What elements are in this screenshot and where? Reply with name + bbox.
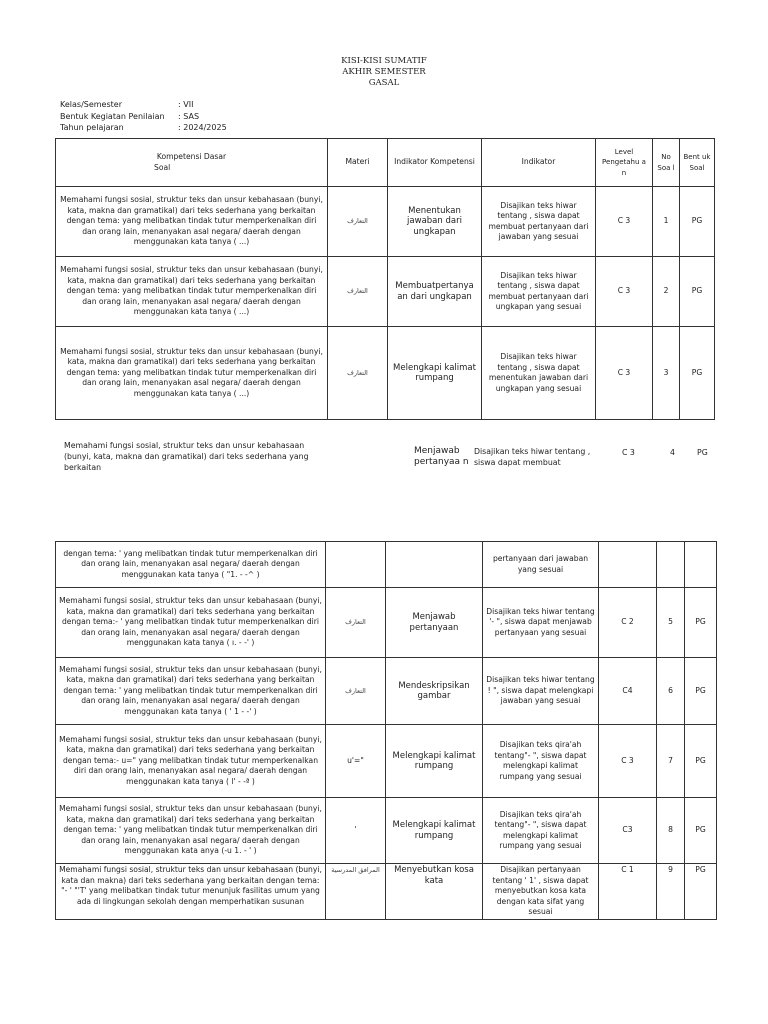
kd-cell: Memahami fungsi sosial, struktur teks dan unsur kebahasaan (bunyi, kata dan makna) dari teks sederhana yang berkaitan dengan tema: "- ' "'T' yang melibatkan tindak tutur menunjuk fasilitas umum yang ada di lingkungan sekolah dengan memperhatikan susunan	[56, 864, 326, 920]
loose-no: 4	[670, 448, 675, 457]
no-cell	[657, 542, 685, 588]
materi-cell: التعارف	[328, 327, 388, 420]
table-row	[56, 798, 717, 864]
header-bentuk: Bent uk Soal	[680, 139, 715, 187]
meta-value: : 2024/2025	[178, 123, 227, 132]
no-cell: 3	[653, 327, 680, 420]
indikator-cell: Disajikan teks hiwar tentang , siswa dapat menentukan jawaban dari ungkapan yang sesuai	[482, 327, 596, 420]
meta-row	[60, 111, 227, 123]
level-cell: C 3	[599, 725, 657, 798]
bentuk-cell: PG	[680, 257, 715, 327]
level-cell: C 3	[596, 327, 653, 420]
meta-value: : SAS	[178, 111, 200, 121]
indkomp-cell: Membuatpertanya an dari ungkapan	[388, 257, 482, 327]
indikator-cell: Disajikan pertanyaan tentang ' 1' , siswa dapat menyebutkan kosa kata dengan kata sifat yang sesuai	[483, 864, 599, 920]
no-cell: 6	[657, 658, 685, 725]
kd-cell: Memahami fungsi sosial, struktur teks dan unsur kebahasaan (bunyi, kata, makna dan gramatikal) dari teks sederhana yang berkaitan dengan tema: yang melibatkan tindak tutur memperkenalkan diri dan orang lain, menanyakan asal negara/ daerah dengan menggunakan kata tanya ( ...)	[56, 327, 328, 420]
table-header-row	[56, 139, 715, 187]
table-row	[56, 658, 717, 725]
indkomp-cell: Melengkapi kalimat rumpang	[386, 798, 483, 864]
title-line-3: GASAL	[368, 78, 400, 88]
kd-cell: Memahami fungsi sosial, struktur teks dan unsur kebahasaan (bunyi, kata, makna dan gramatikal) dari teks sederhana yang berkaitan dengan tema: ' yang melibatkan tindak tutur memperkenalkan diri dan orang lain, menanyakan asal negara/ daerah dengan menggunakan kata tanya ( ' 1 - -' )	[56, 658, 326, 725]
level-cell: C 3	[596, 187, 653, 257]
materi-cell: u'="	[326, 725, 386, 798]
header-indikator-kompetensi: Indikator Kompetensi	[388, 139, 482, 187]
indikator-cell: Disajikan teks hiwar tentang , siswa dapat membuat pertanyaan dari jawaban yang sesuai	[482, 187, 596, 257]
meta-label: Tahun pelajaran	[60, 123, 124, 132]
kisi-table-page-1	[55, 138, 715, 420]
indikator-cell: Disajikan teks hiwar tentang '- ", siswa dapat menjawab pertanyaan yang sesuai	[483, 588, 599, 658]
materi-cell: التعارف	[326, 658, 386, 725]
no-cell: 5	[657, 588, 685, 658]
table-row	[56, 542, 717, 588]
no-cell: 9	[657, 864, 685, 920]
level-cell: C4	[599, 658, 657, 725]
indkomp-cell: Melengkapi kalimat rumpang	[386, 725, 483, 798]
materi-cell	[326, 542, 386, 588]
bentuk-cell: PG	[685, 658, 717, 725]
kd-cell: dengan tema: ' yang melibatkan tindak tutur memperkenalkan diri dan orang lain, menanyakan asal negara/ daerah dengan menggunakan kata tanya ( "1. - -^ )	[56, 542, 326, 588]
title-line-1: KISI-KISI SUMATIF	[341, 56, 427, 66]
materi-cell: التعارف	[328, 257, 388, 327]
bentuk-cell	[685, 542, 717, 588]
indkomp-cell	[386, 542, 483, 588]
indkomp-cell: Mendeskripsikan gambar	[386, 658, 483, 725]
level-cell: C 3	[596, 257, 653, 327]
table-row	[56, 327, 715, 420]
bentuk-cell: PG	[685, 588, 717, 658]
no-cell: 2	[653, 257, 680, 327]
loose-bentuk: PG	[697, 448, 708, 457]
bentuk-cell: PG	[685, 798, 717, 864]
kd-cell: Memahami fungsi sosial, struktur teks dan unsur kebahasaan (bunyi, kata, makna dan gramatikal) dari teks sederhana yang berkaitan dengan tema: yang melibatkan tindak tutur memperkenalkan diri dan orang lain, menanyakan asal negara/ daerah dengan menggunakan kata tanya ( ...)	[56, 187, 328, 257]
loose-indkomp: Menjawab pertanyaa n	[414, 446, 469, 467]
materi-cell: التعارف	[328, 187, 388, 257]
no-cell: 7	[657, 725, 685, 798]
page-2	[0, 487, 768, 1024]
table-row	[56, 257, 715, 327]
bentuk-cell: PG	[685, 725, 717, 798]
kd-cell: Memahami fungsi sosial, struktur teks dan unsur kebahasaan (bunyi, kata, makna dan gramatikal) dari teks sederhana yang berkaitan dengan tema:- ' yang melibatkan tindak tutur memperkenalkan diri dan orang lain, menanyakan asal negara/ daerah dengan menggunakan kata tanya ( ı. - -' )	[56, 588, 326, 658]
level-cell: C 1	[599, 864, 657, 920]
indikator-cell: Disajikan teks hiwar tentang ! ", siswa dapat melengkapi jawaban yang sesuai	[483, 658, 599, 725]
kd-cell: Memahami fungsi sosial, struktur teks dan unsur kebahasaan (bunyi, kata, makna dan gramatikal) dari teks sederhana yang berkaitan dengan tema: yang melibatkan tindak tutur memperkenalkan diri dan orang lain, menanyakan asal negara/ daerah dengan menggunakan kata tanya ( ...)	[56, 257, 328, 327]
indkomp-cell: Melengkapi kalimat rumpang	[388, 327, 482, 420]
indkomp-cell: Menyebutkan kosa kata	[386, 864, 483, 920]
meta-label: Kelas/Semester	[60, 100, 122, 109]
bentuk-cell: PG	[685, 864, 717, 920]
no-cell: 1	[653, 187, 680, 257]
meta-row	[60, 99, 227, 111]
header-kd: Kompetensi Dasar Soal	[56, 139, 328, 187]
header-materi: Materi	[328, 139, 388, 187]
bentuk-cell: PG	[680, 327, 715, 420]
indkomp-cell: Menjawab pertanyaan	[386, 588, 483, 658]
bentuk-cell: PG	[680, 187, 715, 257]
indikator-cell: Disajikan teks qira'ah tentang"- ", siswa dapat melengkapi kalimat rumpang yang sesuai	[483, 798, 599, 864]
page-1	[0, 0, 768, 487]
loose-level: C 3	[622, 448, 635, 457]
materi-cell: التعارف	[326, 588, 386, 658]
title-line-2: AKHIR SEMESTER	[342, 67, 426, 77]
no-cell: 8	[657, 798, 685, 864]
kisi-table-page-2	[55, 541, 717, 920]
table-row	[56, 187, 715, 257]
header-no: No Soa l	[653, 139, 680, 187]
materi-cell: المرافق المدرسية	[326, 864, 386, 920]
indkomp-cell: Menentukan jawaban dari ungkapan	[388, 187, 482, 257]
meta-row	[60, 122, 227, 134]
meta-value: : VII	[178, 100, 194, 109]
document-title	[0, 56, 768, 89]
document-meta	[60, 99, 227, 134]
level-cell: C 2	[599, 588, 657, 658]
meta-label: Bentuk Kegiatan Penilaian	[60, 111, 165, 121]
loose-kd: Memahami fungsi sosial, struktur teks dan unsur kebahasaan (bunyi, kata, makna dan gramatikal) dari teks sederhana yang berkaitan	[64, 441, 309, 472]
indikator-cell: pertanyaan dari jawaban yang sesuai	[483, 542, 599, 588]
table-row	[56, 588, 717, 658]
indikator-cell: Disajikan teks qira'ah tentang"- ", siswa dapat melengkapi kalimat rumpang yang sesuai	[483, 725, 599, 798]
indikator-cell: Disajikan teks hiwar tentang , siswa dapat membuat pertanyaan dari ungkapan yang sesuai	[482, 257, 596, 327]
level-cell	[599, 542, 657, 588]
loose-indikator: Disajikan teks hiwar tentang , siswa dapat membuat	[474, 447, 591, 467]
header-level: Level Pengetahu a n	[596, 139, 653, 187]
table-row	[56, 725, 717, 798]
kd-cell: Memahami fungsi sosial, struktur teks dan unsur kebahasaan (bunyi, kata, makna dan gramatikal) dari teks sederhana yang berkaitan dengan tema: ' yang melibatkan tindak tutur memperkenalkan diri dan orang lain, menanyakan asal negara/ daerah dengan menggunakan kata anya (-u 1. - ' )	[56, 798, 326, 864]
header-indikator: Indikator	[482, 139, 596, 187]
kd-cell: Memahami fungsi sosial, struktur teks dan unsur kebahasaan (bunyi, kata, makna dan gramatikal) dari teks sederhana yang berkaitan dengan tema:- u=" yang melibatkan tindak tutur memperkenalkan diri dan orang lain, menanyakan asal negara/ daerah dengan menggunakan kata tanya ( l' - -ª )	[56, 725, 326, 798]
materi-cell: '	[326, 798, 386, 864]
level-cell: C3	[599, 798, 657, 864]
table-row	[56, 864, 717, 920]
